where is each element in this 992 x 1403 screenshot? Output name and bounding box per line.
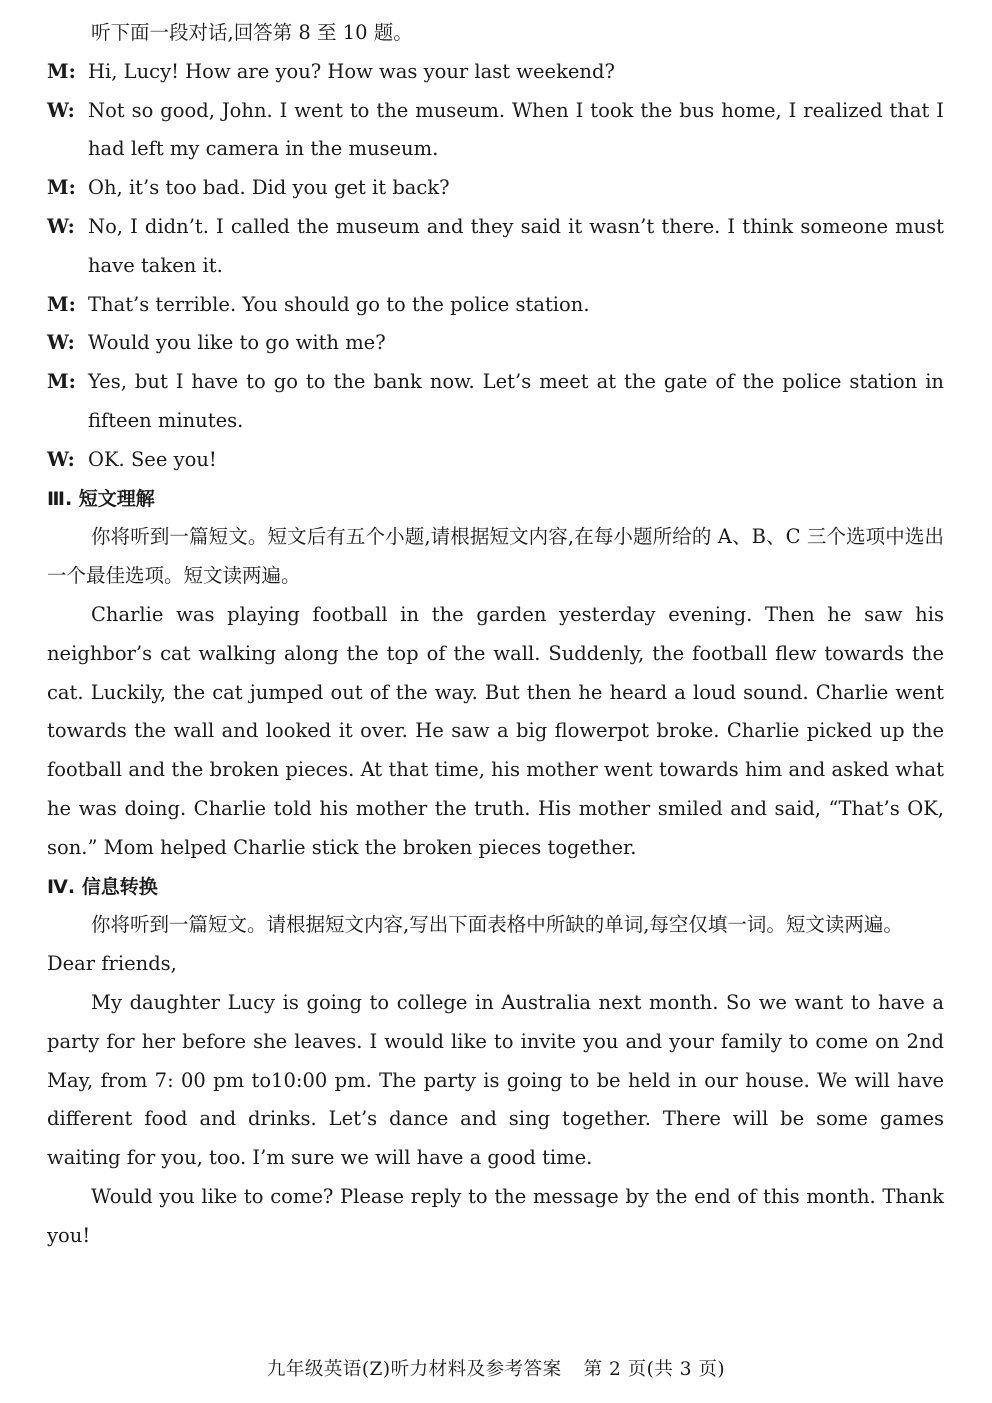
page-footer <box>0 1355 992 1385</box>
dialogue-text: No, I didn’t. I called the museum and they said it wasn’t there. I think someone must have taken it. <box>88 214 944 277</box>
letter-paragraph-2: Would you like to come? Please reply to the message by the end of this month. Thank you! <box>47 1184 944 1247</box>
speaker-label: M: <box>47 176 76 200</box>
dialogue-line <box>47 92 944 170</box>
dialogue-line <box>47 53 944 92</box>
dialogue-text: That’s terrible. You should go to the police station. <box>88 292 590 316</box>
dialogue-text: Not so good, John. I went to the museum. When I took the bus home, I realized that I had left my camera in the museum. <box>88 98 944 161</box>
speaker-label: W: <box>47 214 75 238</box>
section-3-passage: Charlie was playing football in the garden yesterday evening. Then he saw his neighbor’s cat walking along the top of the wall. Suddenly, the football flew towards the cat. Luckily, the cat jumped out of the way. But then he heard a loud sound. Charlie went towards the wall and looked it over. He saw a big flowerpot broke. Charlie picked up the football and the broken pieces. At that time, his mother went towards him and asked what he was doing. Charlie told his mother the truth. His mother smiled and said, “That’s OK, son.” Mom helped Charlie stick the broken pieces together. <box>47 602 944 859</box>
letter-greeting: Dear friends, <box>47 952 177 976</box>
dialogue-text: OK. See you! <box>88 447 217 471</box>
section-3-heading: Ⅲ. 短文理解 <box>47 487 155 510</box>
dialogue-line <box>47 324 944 363</box>
section-3-instruction: 你将听到一篇短文。短文后有五个小题,请根据短文内容,在每小题所给的 A、B、C 三个选项中选出一个最佳选项。短文读两遍。 <box>47 525 944 588</box>
dialogue-line <box>47 169 944 208</box>
dialogue-line <box>47 441 944 480</box>
speaker-label: M: <box>47 59 76 83</box>
dialogue-line <box>47 208 944 286</box>
dialogue <box>47 53 944 480</box>
dialogue-line <box>47 363 944 441</box>
dialogue-line <box>47 286 944 325</box>
dialogue-text: Oh, it’s too bad. Did you get it back? <box>88 176 450 200</box>
speaker-label: W: <box>47 98 75 122</box>
speaker-label: W: <box>47 447 75 471</box>
section-4-heading: Ⅳ. 信息转换 <box>47 875 158 898</box>
page-number: 第 2 页(共 3 页) <box>583 1359 726 1380</box>
speaker-label: M: <box>47 292 76 316</box>
dialogue-text: Hi, Lucy! How are you? How was your last weekend? <box>88 59 615 83</box>
section-4-instruction: 你将听到一篇短文。请根据短文内容,写出下面表格中所缺的单词,每空仅填一词。短文读两遍。 <box>91 913 903 937</box>
speaker-label: M: <box>47 370 76 394</box>
footer-title: 九年级英语(Z)听力材料及参考答案 <box>266 1359 562 1380</box>
dialogue-text: Would you like to go with me? <box>88 331 386 355</box>
document-page <box>47 14 944 1256</box>
dialogue-instruction: 听下面一段对话,回答第 8 至 10 题。 <box>91 21 413 44</box>
dialogue-text: Yes, but I have to go to the bank now. Let’s meet at the gate of the police station in fifteen minutes. <box>88 370 944 432</box>
speaker-label: W: <box>47 331 75 355</box>
letter-paragraph-1: My daughter Lucy is going to college in Australia next month. So we want to have a party for her before she leaves. I would like to invite you and your family to come on 2nd May, from 7: 00 pm to10:00 pm. The party is going to be held in our house. We will have different food and drinks. Let’s dance and sing together. There will be some games waiting for you, too. I’m sure we will have a good time. <box>47 990 944 1170</box>
